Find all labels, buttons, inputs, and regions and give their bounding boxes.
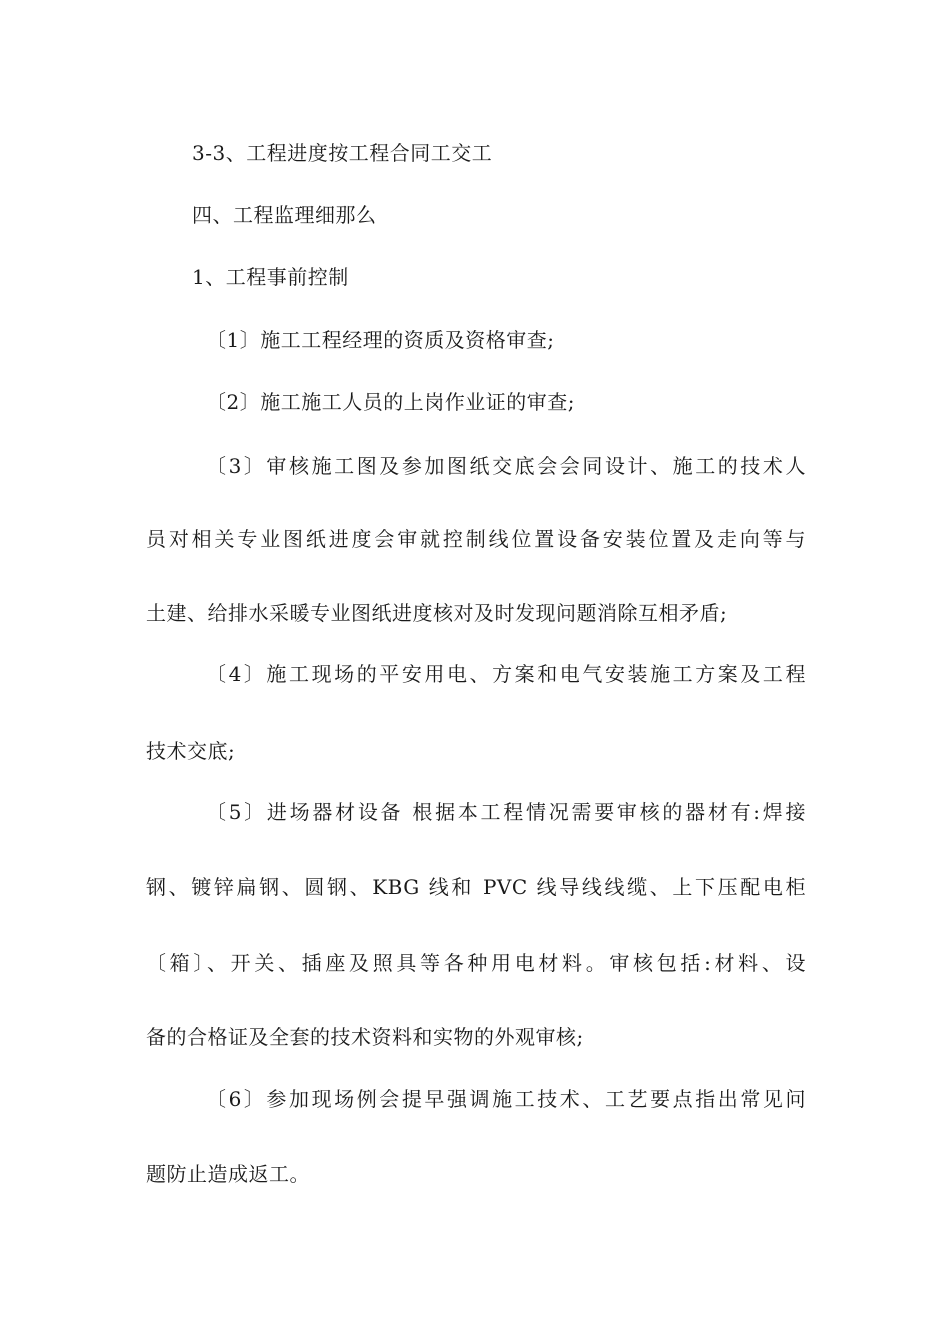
list-item-4-line-1: 〔4〕施工现场的平安用电、方案和电气安装施工方案及工程	[206, 662, 806, 686]
list-item-6-line-1: 〔6〕参加现场例会提早强调施工技术、工艺要点指出常见问	[206, 1087, 806, 1111]
list-item-6-line-2: 题防止造成返工。	[146, 1162, 310, 1186]
list-item-3-line-3: 土建、给排水采暖专业图纸进度核对及时发现问题消除互相矛盾;	[146, 601, 728, 625]
list-item-3-line-1: 〔3〕审核施工图及参加图纸交底会会同设计、施工的技术人	[206, 454, 806, 478]
list-item-5-line-2: 钢、镀锌扁钢、圆钢、KBG 线和 PVC 线导线线缆、上下压配电柜	[146, 875, 806, 899]
list-item-5-line-4: 备的合格证及全套的技术资料和实物的外观审核;	[146, 1025, 584, 1049]
section-heading-4: 四、工程监理细那么	[192, 203, 377, 227]
list-item-4-line-2: 技术交底;	[146, 739, 236, 763]
list-item-5-line-1: 〔5〕进场器材设备 根据本工程情况需要审核的器材有:焊接	[206, 800, 806, 824]
list-item-3-line-2: 员对相关专业图纸进度会审就控制线位置设备安装位置及走向等与	[146, 527, 806, 551]
section-heading-3-3: 3-3、工程进度按工程合同工交工	[192, 141, 493, 165]
list-item-1: 〔1〕施工工程经理的资质及资格审查;	[206, 328, 555, 352]
list-item-5-line-3: 〔箱〕、开关、插座及照具等各种用电材料。审核包括:材料、设	[146, 951, 806, 975]
list-item-2: 〔2〕施工施工人员的上岗作业证的审查;	[206, 390, 575, 414]
subsection-heading-1: 1、工程事前控制	[192, 265, 349, 289]
